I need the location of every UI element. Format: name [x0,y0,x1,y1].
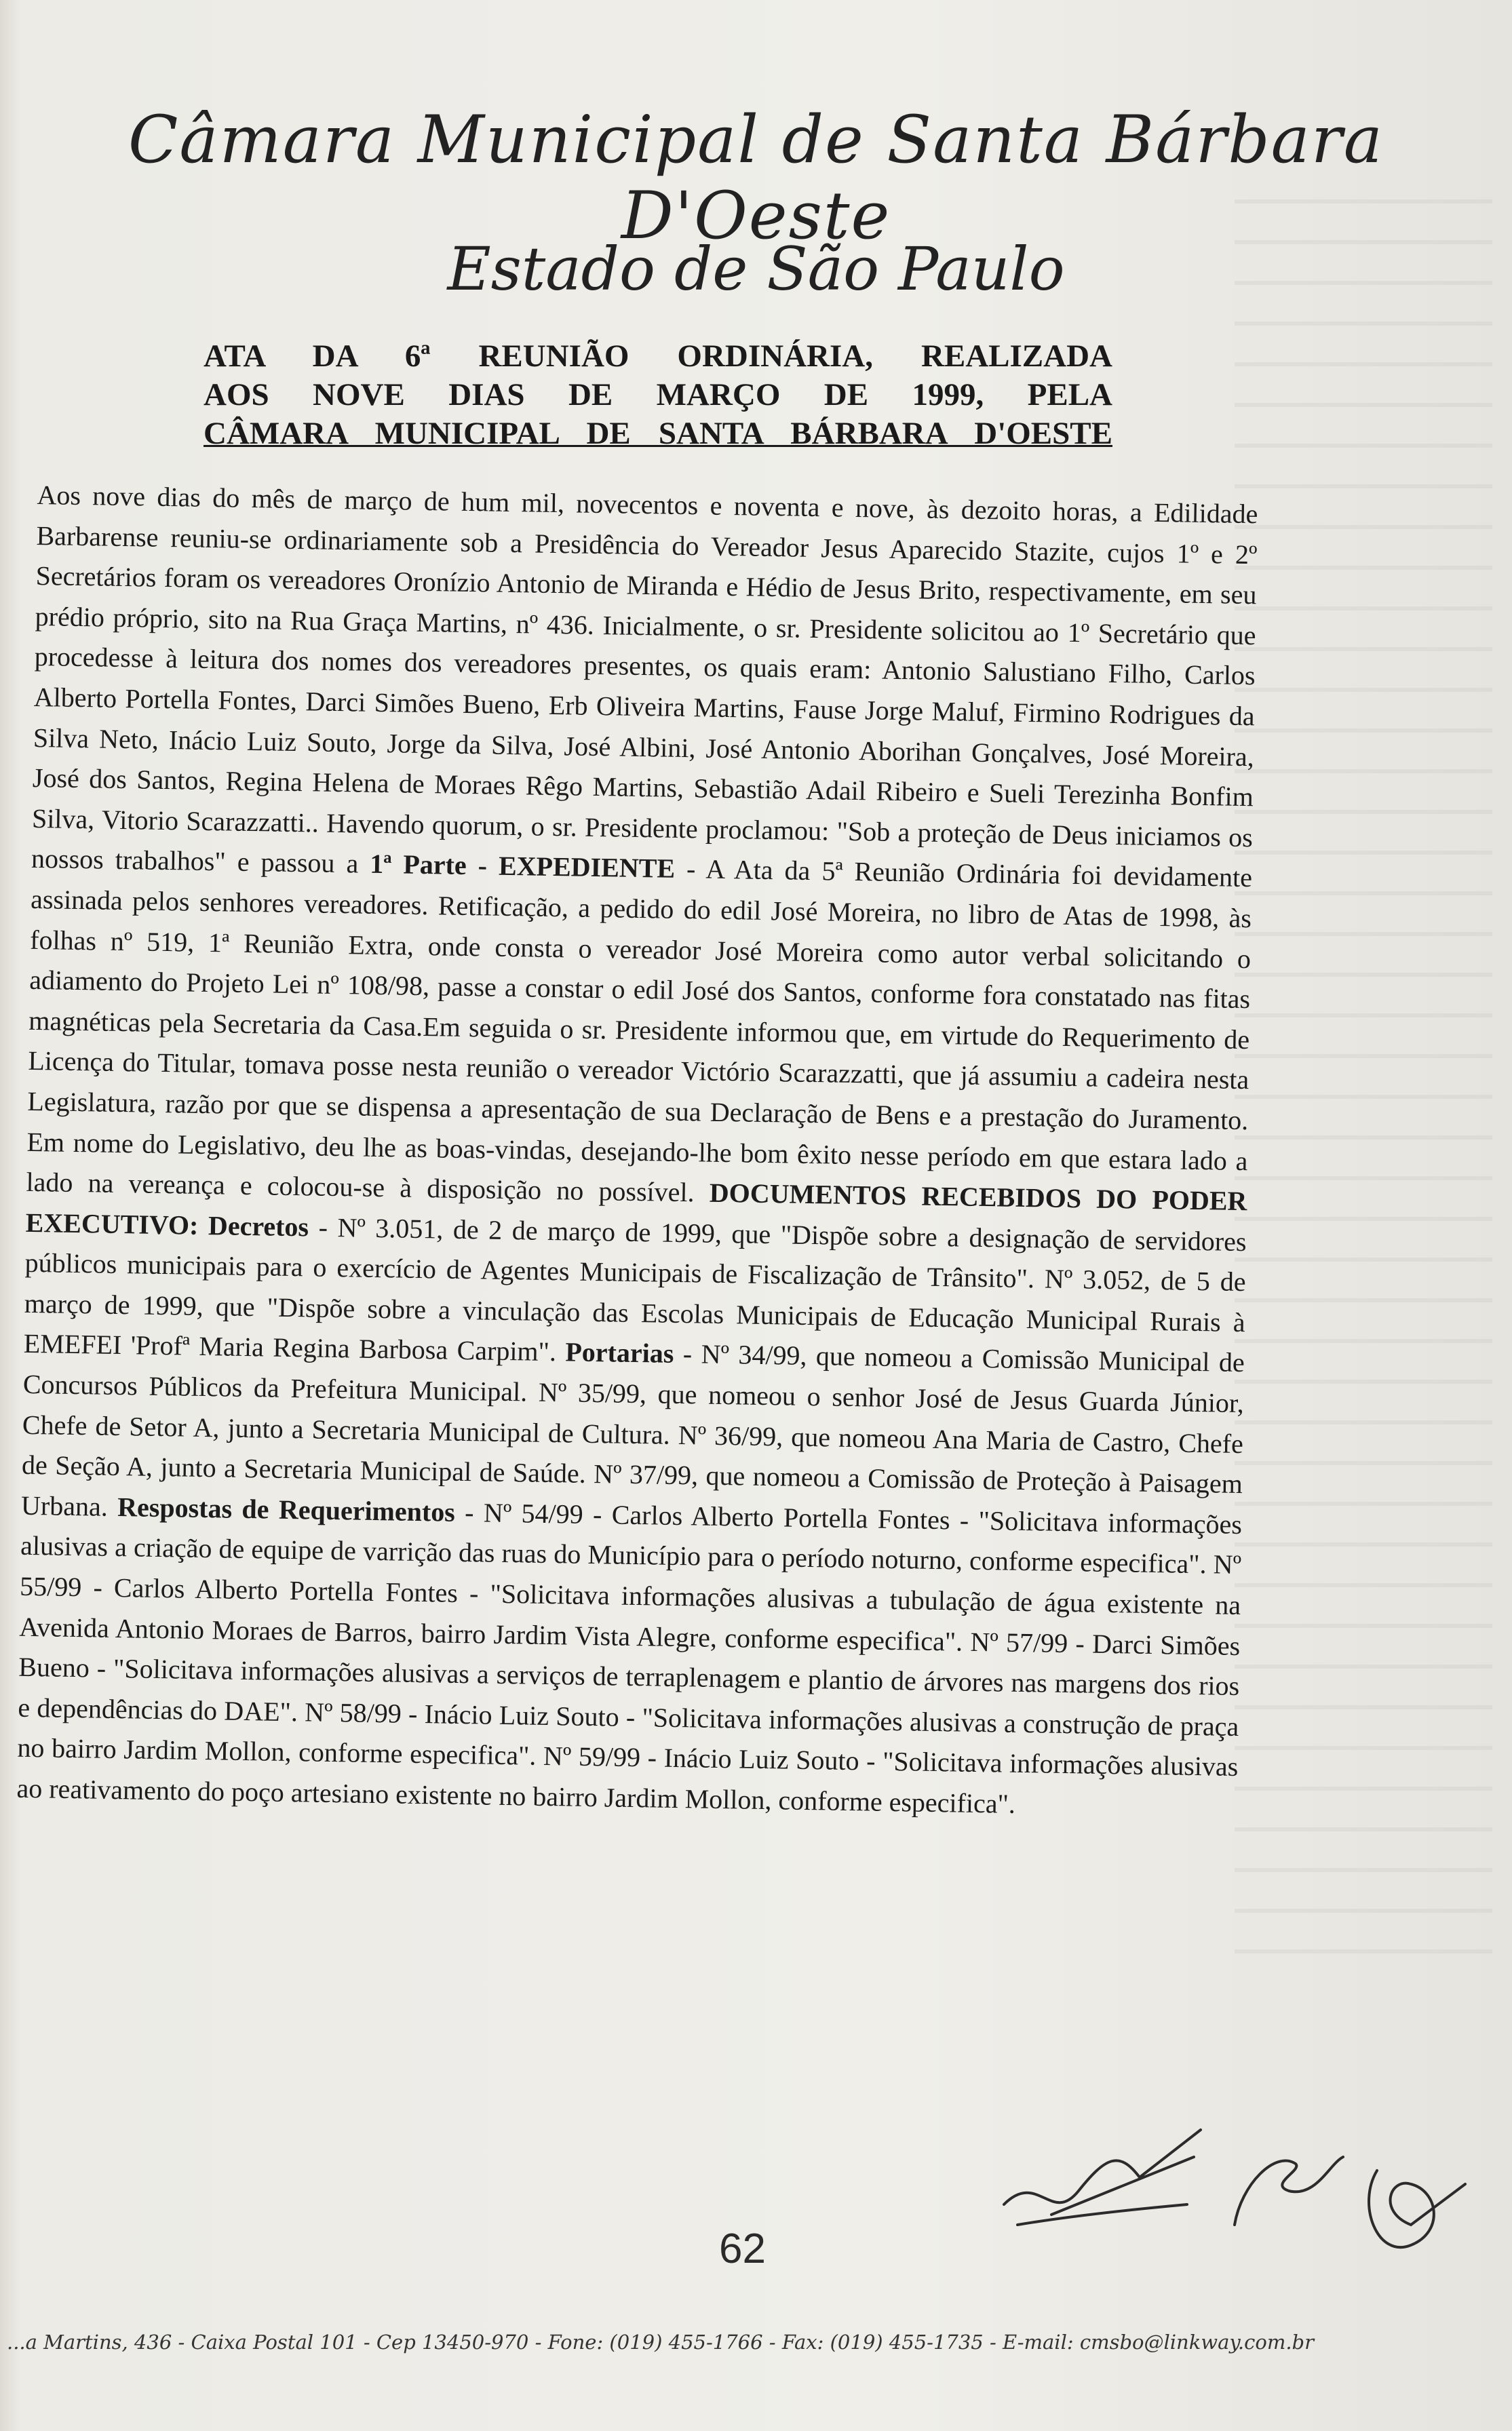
respostas-heading: Respostas de Requerimentos [117,1491,456,1528]
decretos-text: - Nº 3.051, de 2 de março de 1999, que "Dispõe sobre a designação de servidores públicos municipais para o exercício de Agentes Municipais de Fiscalização de Trânsito". Nº 3.052, de 5 de março de 1999, que "Dispõe sobre a vinculação das Escolas Municipais de Educação Municipal Rurais à EMEFEI 'Profª Maria Regina Barbosa Carpim". [23,1211,1247,1367]
letterhead-footer: ...a Martins, 436 - Caixa Postal 101 - Cep 13450-970 - Fone: (019) 455-1766 - Fax: (019) 455-1735 - E-mail: cmsbo@linkway.com.br [7,2331,1314,2354]
decretos-heading: Decretos [208,1209,309,1243]
minutes-body [16,475,1258,1828]
expediente-heading: 1ª Parte - EXPEDIENTE [370,849,676,884]
minutes-paragraph [16,475,1258,1828]
letterhead-state: Estado de São Paulo [447,234,1065,304]
handwritten-signatures [977,2069,1479,2272]
letterhead-chamber-name: Câmara Municipal de Santa Bárbara D'Oeste [128,102,1384,254]
documents-heading: DOCUMENTOS RECEBIDOS DO PODER EXECUTIVO: [25,1177,1247,1241]
opening-text: Aos nove dias do mês de março de hum mil, novecentos e noventa e nove, às dezoito horas, a Edilidade Barbarense reuniu-se ordinariamente sob a Presidência do Vereador Jesus Aparecido Stazite, cujos 1º e 2º Secretários foram os vereadores Oronízio Antonio de Miranda e Hédio de Jesus Brito, respectivamente, em seu prédio próprio, sito na Rua Graça Martins, nº 436. Inicialmente, o sr. Presidente solicitou ao 1º Secretário que procedesse à leitura dos nomes dos vereadores presentes, os quais eram: Antonio Salustiano Filho, Carlos Alberto Portella Fontes, Darci Simões Bueno, Erb Oliveira Martins, Fause Jorge Maluf, Firmino Rodrigues da Silva Neto, Inácio Luiz Souto, Jorge da Silva, José Albini, José Antonio Aborihan Gonçalves, José Moreira, José dos Santos, Regina Helena de Moraes Rêgo Martins, Sebastião Adail Ribeiro e Sueli Terezinha Bonfim Silva, Vitorio Scarazzatti.. Havendo quorum, o sr. Presidente proclamou: "Sob a proteção de Deus iniciamos os nossos trabalhos" e passou a [31,479,1258,879]
document-title-line-1: ATA DA 6ª REUNIÃO ORDINÁRIA, REALIZADA [203,338,1112,374]
page-number: 62 [719,2225,766,2272]
expediente-text: - A Ata da 5ª Reunião Ordinária foi devidamente assinada pelos senhores vereadores. Retificação, a pedido do edil José Moreira, no libro de Atas de 1998, às folhas nº 519, 1ª Reunião Extra, onde consta o vereador José Moreira como autor verbal solicitando o adiamento do Projeto Lei nº 108/98, passe a constar o edil José dos Santos, conforme fora constatado nas fitas magnéticas pela Secretaria da Casa.Em seguida o sr. Presidente informou que, em virtude do Requerimento de Licença do Titular, tomava posse nesta reunião o vereador Victório Scarazzatti, que já assumiu a cadeira nesta Legislatura, razão por que se dispensa a apresentação de sua Declaração de Bens e a prestação do Juramento. Em nome do Legislativo, deu lhe as boas-vindas, desejando-lhe bom êxito nesse período em que estara lado a lado na vereança e colocou-se à disposição no possível. [26,853,1253,1208]
document-title-line-2: AOS NOVE DIAS DE MARÇO DE 1999, PELA [203,377,1112,412]
respostas-text: - Nº 54/99 - Carlos Alberto Portella Fontes - "Solicitava informações alusivas a criação de equipe de varrição das ruas do Município para o período noturno, conforme especifica". Nº 55/99 - Carlos Alberto Portella Fontes - "Solicitava informações alusivas a tubulação de água existente na Avenida Antonio Moraes de Barros, bairro Jardim Vista Alegre, conforme especifica". Nº 57/99 - Darci Simões Bueno - "Solicitava informações alusivas a serviços de terraplenagem e plantio de árvores nas margens dos rios e dependências do DAE". Nº 58/99 - Inácio Luiz Souto - "Solicitava informações alusivas a construção de praça no bairro Jardim Mollon, conforme especifica". Nº 59/99 - Inácio Luiz Souto - "Solicitava informações alusivas ao reativamento do poço artesiano existente no bairro Jardim Mollon, conforme especifica". [16,1496,1243,1819]
document-title-line-3: CÂMARA MUNICIPAL DE SANTA BÁRBARA D'OESTE [203,416,1112,451]
portarias-text: - Nº 34/99, que nomeou a Comissão Municipal de Concursos Públicos da Prefeitura Municipal. Nº 35/99, que nomeou o senhor José de Jesus Guarda Júnior, Chefe de Setor A, junto a Secretaria Municipal de Cultura. Nº 36/99, que nomeou Ana Maria de Castro, Chefe de Seção A, junto a Secretaria Municipal de Saúde. Nº 37/99, que nomeou a Comissão de Proteção à Paisagem Urbana. [20,1338,1245,1522]
show-through-text [1235,190,1492,1953]
portarias-heading: Portarias [565,1336,674,1369]
